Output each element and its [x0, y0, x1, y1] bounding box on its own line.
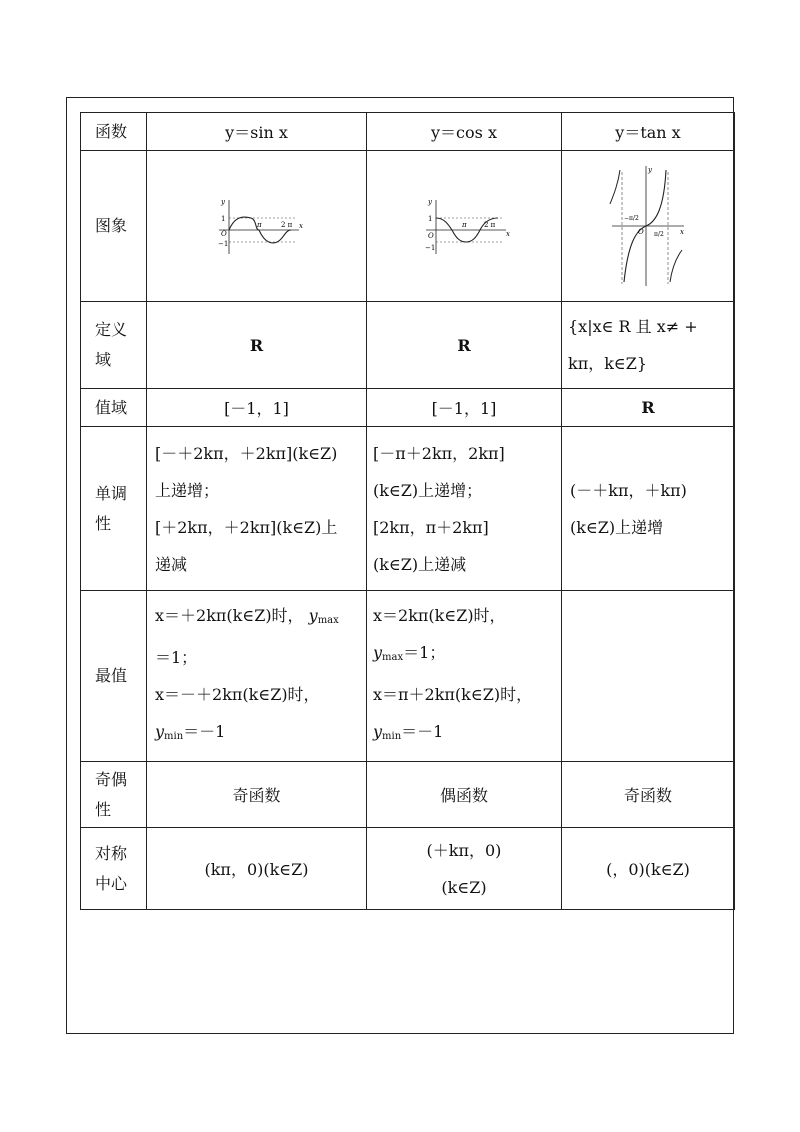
tan-graph-pi-half: π/2	[654, 231, 664, 238]
range-sin: [－1，1]	[147, 389, 367, 427]
extreme-cos-ymax: y	[373, 643, 383, 662]
monotonic-sin-line2: 上递增；	[155, 480, 220, 500]
extreme-cos-line3: x＝π＋2kπ(k∈Z)时，	[373, 685, 533, 704]
domain-row	[81, 302, 735, 389]
monotonic-cos	[367, 427, 562, 591]
parity-sin: 奇函数	[147, 762, 367, 828]
cos-graph-y-label: y	[428, 198, 432, 206]
header-tan: y＝tan x	[562, 113, 735, 151]
tan-graph-x-label: x	[680, 228, 684, 236]
header-cos: y＝cos x	[367, 113, 562, 151]
tan-graph-neg-pi-half: −π/2	[624, 215, 639, 222]
symmetry-sin: (kπ，0)(k∈Z)	[147, 828, 367, 910]
extreme-sin-line2: ＝1；	[155, 648, 198, 667]
monotonic-sin-line1: [－＋2kπ，＋2kπ](k∈Z)	[155, 443, 338, 463]
sin-graph-cell	[147, 151, 367, 302]
monotonic-tan-line1: (－＋kπ，＋kπ)	[570, 480, 687, 500]
symmetry-label	[81, 828, 147, 910]
extreme-row	[81, 591, 735, 762]
parity-row	[81, 762, 735, 828]
extreme-sin-ymax-sub: max	[317, 615, 339, 626]
cos-graph	[414, 194, 514, 258]
symmetry-label-line2: 中心	[95, 873, 128, 893]
cos-graph-two-pi: 2 π	[484, 221, 496, 229]
monotonic-tan	[562, 427, 735, 591]
domain-cos: R	[367, 302, 562, 389]
cos-graph-pi: π	[462, 221, 467, 229]
domain-label	[81, 302, 147, 389]
tan-graph-cell	[562, 151, 735, 302]
extreme-tan	[562, 591, 735, 762]
monotonic-label	[81, 427, 147, 591]
domain-tan-line1: {x|x∈ R 且 x≠ +	[568, 317, 698, 336]
domain-label-line2: 域	[95, 350, 112, 369]
monotonic-cos-line4: (k∈Z)上递减	[373, 554, 467, 574]
sin-graph	[207, 194, 307, 258]
tan-graph-y-label: y	[648, 166, 652, 174]
extreme-sin-line1	[155, 597, 360, 639]
tan-graph-origin: O	[638, 228, 644, 236]
parity-cos: 偶函数	[367, 762, 562, 828]
monotonic-sin	[147, 427, 367, 591]
monotonic-row	[81, 427, 735, 591]
monotonic-cos-line2: (k∈Z)上递增；	[373, 480, 483, 500]
extreme-sin-ymin-sub: min	[164, 731, 184, 742]
header-row	[81, 113, 735, 151]
cos-graph-cell	[367, 151, 562, 302]
monotonic-tan-line2: (k∈Z)上递增	[570, 517, 664, 537]
sin-graph-origin: O	[220, 230, 227, 238]
parity-label-line1: 奇偶	[95, 769, 128, 789]
extreme-sin-line4-text: ＝－1	[183, 722, 226, 741]
trig-function-table	[80, 112, 735, 910]
monotonic-cos-line3: [2kπ，π＋2kπ]	[373, 517, 489, 537]
range-label: 值域	[81, 389, 147, 427]
parity-label-line2: 性	[95, 799, 112, 819]
extreme-sin-line3: x＝－＋2kπ(k∈Z)时，	[155, 685, 320, 704]
domain-label-line1: 定义	[95, 320, 128, 339]
monotonic-label-line1: 单调	[95, 483, 128, 503]
extreme-cos-line1: x＝2kπ(k∈Z)时，	[373, 606, 506, 625]
graph-row	[81, 151, 735, 302]
sin-graph-two-pi: 2 π	[280, 221, 292, 229]
extreme-label: 最值	[81, 591, 147, 762]
parity-label	[81, 762, 147, 828]
extreme-cos-line2	[373, 634, 555, 676]
tan-graph	[608, 164, 688, 288]
header-sin: y＝sin x	[147, 113, 367, 151]
symmetry-cos-line2: (k∈Z)	[441, 877, 487, 897]
cos-graph-one: 1	[428, 215, 433, 223]
domain-sin: R	[147, 302, 367, 389]
extreme-cos-ymin-sub: min	[382, 731, 402, 742]
extreme-cos-line4-text: ＝－1	[401, 722, 444, 741]
range-tan: R	[562, 389, 735, 427]
monotonic-sin-line4: 递减	[155, 554, 188, 574]
extreme-sin-ymin: y	[155, 722, 165, 741]
extreme-sin	[147, 591, 367, 762]
extreme-cos-ymin: y	[373, 722, 383, 741]
sin-graph-neg-one: −1	[217, 240, 228, 248]
monotonic-sin-line3: [＋2kπ，＋2kπ](k∈Z)上	[155, 517, 338, 537]
sin-graph-one: 1	[220, 215, 225, 223]
extreme-cos-line2-text: ＝1；	[403, 643, 446, 662]
extreme-sin-line4	[155, 713, 360, 755]
domain-tan	[562, 302, 735, 389]
cos-graph-origin: O	[428, 232, 434, 240]
monotonic-label-line2: 性	[95, 513, 112, 533]
monotonic-cos-line1: [－π＋2kπ，2kπ]	[373, 443, 505, 463]
range-cos: [－1，1]	[367, 389, 562, 427]
symmetry-cos-line1: (＋kπ，0)	[426, 840, 502, 860]
symmetry-row	[81, 828, 735, 910]
symmetry-cos	[367, 828, 562, 910]
extreme-sin-ymax: y	[308, 606, 318, 625]
sin-graph-pi: π	[256, 221, 262, 229]
range-row	[81, 389, 735, 427]
extreme-cos-ymax-sub: max	[382, 652, 404, 663]
symmetry-tan: (，0)(k∈Z)	[562, 828, 735, 910]
sin-graph-x-label: x	[298, 222, 303, 230]
cos-graph-neg-one: −1	[425, 244, 436, 252]
extreme-cos	[367, 591, 562, 762]
extreme-sin-line1-text: x＝＋2kπ(k∈Z)时，	[155, 606, 304, 625]
domain-tan-line2: kπ，k∈Z}	[568, 354, 648, 373]
sin-graph-y-label: y	[220, 198, 225, 206]
header-fn-label: 函数	[81, 113, 147, 151]
parity-tan: 奇函数	[562, 762, 735, 828]
symmetry-label-line1: 对称	[95, 843, 128, 863]
extreme-cos-line4	[373, 713, 555, 755]
graph-label: 图象	[81, 151, 147, 302]
cos-graph-x-label: x	[506, 230, 510, 238]
